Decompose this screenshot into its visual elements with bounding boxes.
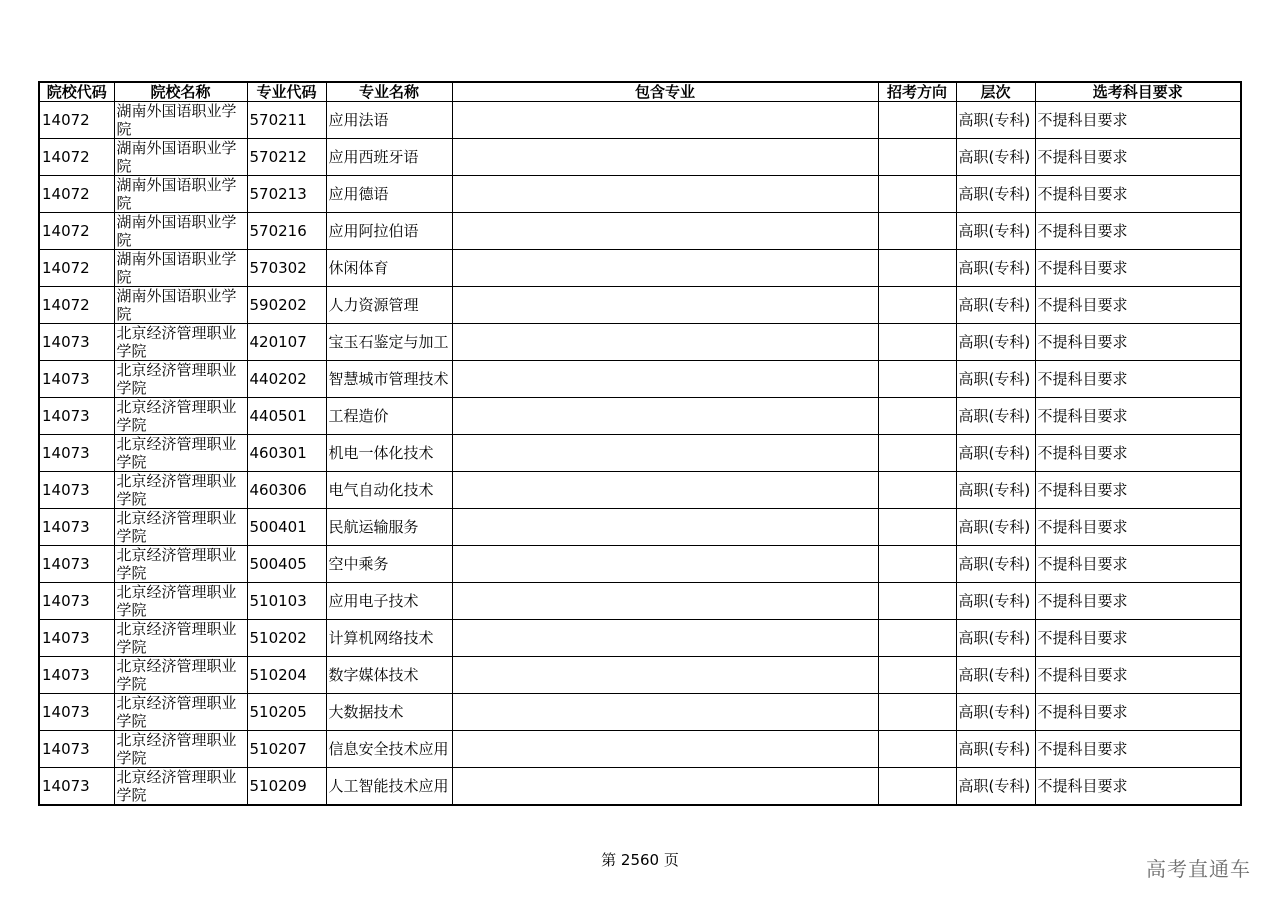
cell-requirement: 不提科目要求 <box>1035 509 1241 546</box>
cell-requirement: 不提科目要求 <box>1035 102 1241 139</box>
cell-major-code: 460306 <box>247 472 326 509</box>
cell-major-name: 应用法语 <box>326 102 452 139</box>
cell-school-name: 北京经济管理职业学院 <box>114 731 247 768</box>
cell-school-name: 湖南外国语职业学院 <box>114 176 247 213</box>
cell-level: 高职(专科) <box>956 361 1035 398</box>
cell-school-name: 湖南外国语职业学院 <box>114 213 247 250</box>
cell-school-code: 14072 <box>39 287 114 324</box>
header-level: 层次 <box>956 82 1035 102</box>
table-row <box>39 620 1241 657</box>
cell-level: 高职(专科) <box>956 324 1035 361</box>
cell-direction <box>878 620 956 657</box>
cell-direction <box>878 398 956 435</box>
cell-level: 高职(专科) <box>956 731 1035 768</box>
admissions-table <box>38 81 1242 806</box>
cell-direction <box>878 213 956 250</box>
cell-school-code: 14073 <box>39 694 114 731</box>
table-row <box>39 657 1241 694</box>
cell-included-majors <box>452 398 878 435</box>
cell-included-majors <box>452 546 878 583</box>
cell-included-majors <box>452 287 878 324</box>
cell-major-code: 440501 <box>247 398 326 435</box>
cell-school-name: 湖南外国语职业学院 <box>114 287 247 324</box>
cell-major-code: 510205 <box>247 694 326 731</box>
cell-major-name: 应用阿拉伯语 <box>326 213 452 250</box>
cell-level: 高职(专科) <box>956 620 1035 657</box>
cell-major-code: 510207 <box>247 731 326 768</box>
cell-major-name: 智慧城市管理技术 <box>326 361 452 398</box>
cell-school-name: 北京经济管理职业学院 <box>114 472 247 509</box>
cell-school-code: 14072 <box>39 250 114 287</box>
cell-school-code: 14072 <box>39 213 114 250</box>
cell-major-code: 570216 <box>247 213 326 250</box>
cell-level: 高职(专科) <box>956 250 1035 287</box>
table-row <box>39 324 1241 361</box>
header-major-code: 专业代码 <box>247 82 326 102</box>
cell-major-code: 460301 <box>247 435 326 472</box>
cell-requirement: 不提科目要求 <box>1035 472 1241 509</box>
cell-school-name: 北京经济管理职业学院 <box>114 398 247 435</box>
cell-school-code: 14073 <box>39 657 114 694</box>
cell-included-majors <box>452 472 878 509</box>
header-direction: 招考方向 <box>878 82 956 102</box>
cell-requirement: 不提科目要求 <box>1035 657 1241 694</box>
cell-included-majors <box>452 324 878 361</box>
cell-requirement: 不提科目要求 <box>1035 694 1241 731</box>
cell-included-majors <box>452 768 878 806</box>
cell-major-name: 宝玉石鉴定与加工 <box>326 324 452 361</box>
cell-major-code: 440202 <box>247 361 326 398</box>
cell-direction <box>878 768 956 806</box>
cell-level: 高职(专科) <box>956 102 1035 139</box>
table-row <box>39 694 1241 731</box>
cell-major-code: 510103 <box>247 583 326 620</box>
cell-included-majors <box>452 213 878 250</box>
cell-school-name: 北京经济管理职业学院 <box>114 694 247 731</box>
cell-major-code: 570212 <box>247 139 326 176</box>
cell-major-code: 570302 <box>247 250 326 287</box>
cell-school-name: 北京经济管理职业学院 <box>114 361 247 398</box>
cell-requirement: 不提科目要求 <box>1035 620 1241 657</box>
cell-direction <box>878 324 956 361</box>
header-requirement: 选考科目要求 <box>1035 82 1241 102</box>
cell-major-name: 休闲体育 <box>326 250 452 287</box>
cell-school-name: 北京经济管理职业学院 <box>114 768 247 806</box>
cell-school-name: 湖南外国语职业学院 <box>114 102 247 139</box>
cell-requirement: 不提科目要求 <box>1035 768 1241 806</box>
table-row <box>39 509 1241 546</box>
cell-school-name: 北京经济管理职业学院 <box>114 324 247 361</box>
cell-school-code: 14073 <box>39 361 114 398</box>
cell-school-code: 14073 <box>39 768 114 806</box>
cell-requirement: 不提科目要求 <box>1035 324 1241 361</box>
page-number: 第 2560 页 <box>601 851 679 869</box>
cell-direction <box>878 731 956 768</box>
cell-school-name: 北京经济管理职业学院 <box>114 435 247 472</box>
cell-level: 高职(专科) <box>956 398 1035 435</box>
cell-major-name: 电气自动化技术 <box>326 472 452 509</box>
cell-school-name: 北京经济管理职业学院 <box>114 620 247 657</box>
cell-school-code: 14073 <box>39 472 114 509</box>
cell-level: 高职(专科) <box>956 435 1035 472</box>
cell-direction <box>878 472 956 509</box>
cell-school-code: 14073 <box>39 620 114 657</box>
cell-included-majors <box>452 435 878 472</box>
table-row <box>39 435 1241 472</box>
cell-included-majors <box>452 250 878 287</box>
table-row <box>39 731 1241 768</box>
cell-level: 高职(专科) <box>956 657 1035 694</box>
cell-direction <box>878 102 956 139</box>
cell-requirement: 不提科目要求 <box>1035 435 1241 472</box>
cell-included-majors <box>452 176 878 213</box>
cell-major-name: 计算机网络技术 <box>326 620 452 657</box>
cell-included-majors <box>452 139 878 176</box>
cell-major-name: 信息安全技术应用 <box>326 731 452 768</box>
cell-level: 高职(专科) <box>956 546 1035 583</box>
cell-major-name: 应用西班牙语 <box>326 139 452 176</box>
cell-major-name: 应用德语 <box>326 176 452 213</box>
cell-direction <box>878 250 956 287</box>
cell-school-code: 14073 <box>39 398 114 435</box>
table-row <box>39 546 1241 583</box>
cell-school-code: 14073 <box>39 324 114 361</box>
header-school-code: 院校代码 <box>39 82 114 102</box>
cell-school-code: 14072 <box>39 102 114 139</box>
header-included-majors: 包含专业 <box>452 82 878 102</box>
cell-direction <box>878 139 956 176</box>
cell-direction <box>878 546 956 583</box>
cell-requirement: 不提科目要求 <box>1035 546 1241 583</box>
cell-school-code: 14073 <box>39 583 114 620</box>
cell-included-majors <box>452 731 878 768</box>
table-row <box>39 139 1241 176</box>
cell-school-name: 北京经济管理职业学院 <box>114 657 247 694</box>
cell-major-code: 510204 <box>247 657 326 694</box>
cell-major-name: 空中乘务 <box>326 546 452 583</box>
cell-level: 高职(专科) <box>956 287 1035 324</box>
cell-requirement: 不提科目要求 <box>1035 139 1241 176</box>
cell-school-name: 北京经济管理职业学院 <box>114 546 247 583</box>
cell-direction <box>878 435 956 472</box>
cell-included-majors <box>452 583 878 620</box>
cell-level: 高职(专科) <box>956 768 1035 806</box>
cell-direction <box>878 287 956 324</box>
cell-major-code: 510209 <box>247 768 326 806</box>
header-school-name: 院校名称 <box>114 82 247 102</box>
cell-direction <box>878 694 956 731</box>
cell-major-code: 500405 <box>247 546 326 583</box>
table-row <box>39 250 1241 287</box>
cell-major-name: 人力资源管理 <box>326 287 452 324</box>
table-row <box>39 583 1241 620</box>
cell-level: 高职(专科) <box>956 509 1035 546</box>
cell-included-majors <box>452 509 878 546</box>
cell-direction <box>878 361 956 398</box>
cell-included-majors <box>452 620 878 657</box>
cell-major-name: 大数据技术 <box>326 694 452 731</box>
table-row <box>39 361 1241 398</box>
cell-requirement: 不提科目要求 <box>1035 583 1241 620</box>
cell-level: 高职(专科) <box>956 176 1035 213</box>
cell-requirement: 不提科目要求 <box>1035 250 1241 287</box>
table-row <box>39 176 1241 213</box>
cell-major-name: 机电一体化技术 <box>326 435 452 472</box>
cell-level: 高职(专科) <box>956 694 1035 731</box>
cell-included-majors <box>452 657 878 694</box>
cell-major-code: 500401 <box>247 509 326 546</box>
cell-school-name: 北京经济管理职业学院 <box>114 509 247 546</box>
table-body <box>39 102 1241 806</box>
cell-major-code: 420107 <box>247 324 326 361</box>
cell-included-majors <box>452 694 878 731</box>
cell-major-code: 570211 <box>247 102 326 139</box>
table-row <box>39 102 1241 139</box>
cell-school-code: 14073 <box>39 435 114 472</box>
cell-school-code: 14073 <box>39 731 114 768</box>
cell-major-name: 工程造价 <box>326 398 452 435</box>
cell-major-code: 590202 <box>247 287 326 324</box>
table-row <box>39 398 1241 435</box>
cell-level: 高职(专科) <box>956 583 1035 620</box>
table-header-row <box>39 82 1241 102</box>
cell-major-name: 应用电子技术 <box>326 583 452 620</box>
cell-direction <box>878 509 956 546</box>
cell-school-code: 14072 <box>39 139 114 176</box>
cell-level: 高职(专科) <box>956 213 1035 250</box>
cell-school-name: 湖南外国语职业学院 <box>114 139 247 176</box>
cell-school-name: 湖南外国语职业学院 <box>114 250 247 287</box>
cell-school-code: 14073 <box>39 546 114 583</box>
cell-level: 高职(专科) <box>956 139 1035 176</box>
cell-requirement: 不提科目要求 <box>1035 213 1241 250</box>
cell-requirement: 不提科目要求 <box>1035 287 1241 324</box>
cell-school-code: 14072 <box>39 176 114 213</box>
table-row <box>39 472 1241 509</box>
cell-level: 高职(专科) <box>956 472 1035 509</box>
cell-major-code: 570213 <box>247 176 326 213</box>
cell-major-name: 人工智能技术应用 <box>326 768 452 806</box>
header-major-name: 专业名称 <box>326 82 452 102</box>
cell-included-majors <box>452 102 878 139</box>
cell-school-name: 北京经济管理职业学院 <box>114 583 247 620</box>
cell-major-name: 数字媒体技术 <box>326 657 452 694</box>
cell-included-majors <box>452 361 878 398</box>
cell-major-name: 民航运输服务 <box>326 509 452 546</box>
cell-direction <box>878 657 956 694</box>
cell-requirement: 不提科目要求 <box>1035 176 1241 213</box>
cell-direction <box>878 176 956 213</box>
table-row <box>39 768 1241 806</box>
cell-requirement: 不提科目要求 <box>1035 731 1241 768</box>
cell-requirement: 不提科目要求 <box>1035 361 1241 398</box>
cell-major-code: 510202 <box>247 620 326 657</box>
watermark-logo: 高考直通车 <box>1146 857 1251 881</box>
table-row <box>39 213 1241 250</box>
cell-school-code: 14073 <box>39 509 114 546</box>
table-row <box>39 287 1241 324</box>
cell-direction <box>878 583 956 620</box>
cell-requirement: 不提科目要求 <box>1035 398 1241 435</box>
